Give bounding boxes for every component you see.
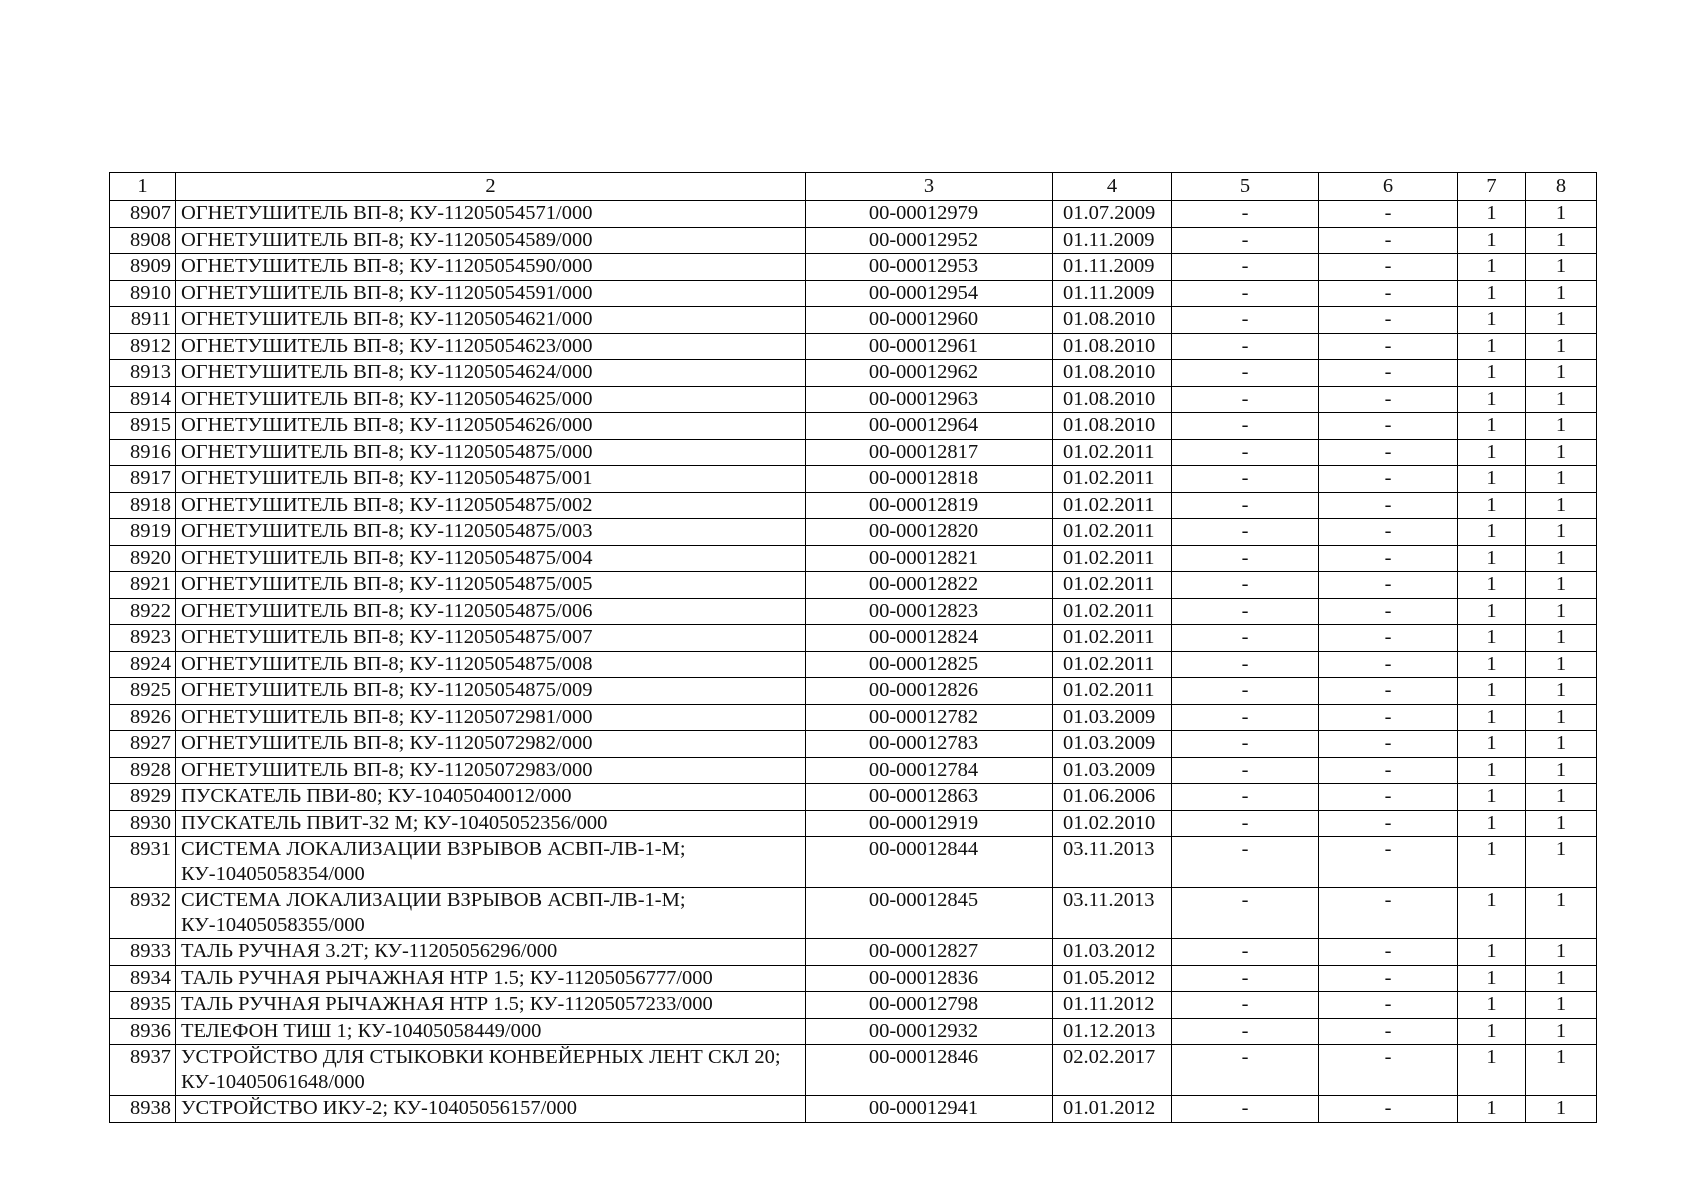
table-row — [110, 1096, 1597, 1123]
column-5-cell: - — [1172, 678, 1319, 705]
table-row — [110, 227, 1597, 254]
row-number: 8915 — [110, 413, 176, 440]
column-7-cell: 1 — [1458, 784, 1526, 811]
column-5-cell: - — [1172, 254, 1319, 281]
item-name: ТЕЛЕФОН ТИШ 1; КУ-10405058449/000 — [176, 1018, 806, 1045]
column-6-cell: - — [1319, 254, 1458, 281]
inventory-number: 00-00012964 — [806, 413, 1053, 440]
item-name: ОГНЕТУШИТЕЛЬ ВП-8; КУ-11205054875/007 — [176, 625, 806, 652]
table-row — [110, 1045, 1597, 1096]
column-7-cell: 1 — [1458, 280, 1526, 307]
date-cell: 01.03.2009 — [1053, 757, 1172, 784]
date-cell: 01.06.2006 — [1053, 784, 1172, 811]
item-name: ОГНЕТУШИТЕЛЬ ВП-8; КУ-11205054621/000 — [176, 307, 806, 334]
column-7-cell: 1 — [1458, 386, 1526, 413]
row-number: 8931 — [110, 837, 176, 888]
column-header: 3 — [806, 173, 1053, 201]
item-name: ПУСКАТЕЛЬ ПВИ-80; КУ-10405040012/000 — [176, 784, 806, 811]
inventory-number: 00-00012863 — [806, 784, 1053, 811]
item-name: ТАЛЬ РУЧНАЯ 3.2Т; КУ-11205056296/000 — [176, 939, 806, 966]
column-5-cell: - — [1172, 492, 1319, 519]
column-7-cell: 1 — [1458, 965, 1526, 992]
column-6-cell: - — [1319, 757, 1458, 784]
row-number: 8908 — [110, 227, 176, 254]
column-5-cell: - — [1172, 201, 1319, 228]
column-header: 2 — [176, 173, 806, 201]
column-8-cell: 1 — [1526, 439, 1597, 466]
table-row — [110, 519, 1597, 546]
table-row — [110, 386, 1597, 413]
item-name: ОГНЕТУШИТЕЛЬ ВП-8; КУ-11205054590/000 — [176, 254, 806, 281]
column-5-cell: - — [1172, 519, 1319, 546]
inventory-number: 00-00012952 — [806, 227, 1053, 254]
row-number: 8934 — [110, 965, 176, 992]
table-row — [110, 992, 1597, 1019]
inventory-number: 00-00012961 — [806, 333, 1053, 360]
table-row — [110, 731, 1597, 758]
column-7-cell: 1 — [1458, 1018, 1526, 1045]
column-5-cell: - — [1172, 837, 1319, 888]
column-7-cell: 1 — [1458, 492, 1526, 519]
inventory-number: 00-00012823 — [806, 598, 1053, 625]
column-5-cell: - — [1172, 625, 1319, 652]
date-cell: 01.02.2011 — [1053, 678, 1172, 705]
item-name: ОГНЕТУШИТЕЛЬ ВП-8; КУ-11205054589/000 — [176, 227, 806, 254]
item-name: ОГНЕТУШИТЕЛЬ ВП-8; КУ-11205072983/000 — [176, 757, 806, 784]
item-name: ПУСКАТЕЛЬ ПВИТ-32 М; КУ-10405052356/000 — [176, 810, 806, 837]
table-row — [110, 784, 1597, 811]
column-6-cell: - — [1319, 227, 1458, 254]
inventory-number: 00-00012784 — [806, 757, 1053, 784]
column-8-cell: 1 — [1526, 992, 1597, 1019]
column-5-cell: - — [1172, 360, 1319, 387]
column-7-cell: 1 — [1458, 360, 1526, 387]
row-number: 8938 — [110, 1096, 176, 1123]
column-8-cell: 1 — [1526, 704, 1597, 731]
table-row — [110, 757, 1597, 784]
item-name: ОГНЕТУШИТЕЛЬ ВП-8; КУ-11205054591/000 — [176, 280, 806, 307]
row-number: 8922 — [110, 598, 176, 625]
item-name: ОГНЕТУШИТЕЛЬ ВП-8; КУ-11205054875/008 — [176, 651, 806, 678]
inventory-number: 00-00012798 — [806, 992, 1053, 1019]
row-number: 8926 — [110, 704, 176, 731]
column-5-cell: - — [1172, 386, 1319, 413]
table-row — [110, 545, 1597, 572]
column-5-cell: - — [1172, 1045, 1319, 1096]
column-6-cell: - — [1319, 360, 1458, 387]
column-8-cell: 1 — [1526, 678, 1597, 705]
date-cell: 03.11.2013 — [1053, 837, 1172, 888]
date-cell: 01.08.2010 — [1053, 413, 1172, 440]
column-7-cell: 1 — [1458, 625, 1526, 652]
column-5-cell: - — [1172, 757, 1319, 784]
date-cell: 01.08.2010 — [1053, 386, 1172, 413]
row-number: 8925 — [110, 678, 176, 705]
column-header: 8 — [1526, 173, 1597, 201]
table-row — [110, 254, 1597, 281]
column-6-cell: - — [1319, 519, 1458, 546]
inventory-number: 00-00012821 — [806, 545, 1053, 572]
table-row — [110, 939, 1597, 966]
column-5-cell: - — [1172, 545, 1319, 572]
inventory-number: 00-00012836 — [806, 965, 1053, 992]
item-name: ОГНЕТУШИТЕЛЬ ВП-8; КУ-11205054875/006 — [176, 598, 806, 625]
column-7-cell: 1 — [1458, 939, 1526, 966]
column-7-cell: 1 — [1458, 333, 1526, 360]
column-7-cell: 1 — [1458, 888, 1526, 939]
row-number: 8927 — [110, 731, 176, 758]
date-cell: 01.02.2011 — [1053, 439, 1172, 466]
column-5-cell: - — [1172, 307, 1319, 334]
item-name: СИСТЕМА ЛОКАЛИЗАЦИИ ВЗРЫВОВ АСВП-ЛВ-1-М; КУ-10405058355/000 — [176, 888, 806, 939]
column-6-cell: - — [1319, 333, 1458, 360]
date-cell: 01.02.2011 — [1053, 598, 1172, 625]
column-7-cell: 1 — [1458, 992, 1526, 1019]
column-8-cell: 1 — [1526, 1018, 1597, 1045]
column-8-cell: 1 — [1526, 939, 1597, 966]
column-5-cell: - — [1172, 280, 1319, 307]
row-number: 8930 — [110, 810, 176, 837]
column-header: 6 — [1319, 173, 1458, 201]
table-row — [110, 651, 1597, 678]
column-8-cell: 1 — [1526, 784, 1597, 811]
date-cell: 01.11.2009 — [1053, 280, 1172, 307]
row-number: 8911 — [110, 307, 176, 334]
table-row — [110, 678, 1597, 705]
column-8-cell: 1 — [1526, 519, 1597, 546]
inventory-number: 00-00012845 — [806, 888, 1053, 939]
column-6-cell: - — [1319, 784, 1458, 811]
inventory-number: 00-00012824 — [806, 625, 1053, 652]
column-7-cell: 1 — [1458, 545, 1526, 572]
row-number: 8937 — [110, 1045, 176, 1096]
inventory-number: 00-00012820 — [806, 519, 1053, 546]
inventory-number: 00-00012962 — [806, 360, 1053, 387]
column-7-cell: 1 — [1458, 678, 1526, 705]
row-number: 8917 — [110, 466, 176, 493]
date-cell: 01.03.2012 — [1053, 939, 1172, 966]
item-name: ОГНЕТУШИТЕЛЬ ВП-8; КУ-11205054626/000 — [176, 413, 806, 440]
column-5-cell: - — [1172, 1018, 1319, 1045]
column-8-cell: 1 — [1526, 572, 1597, 599]
column-6-cell: - — [1319, 651, 1458, 678]
column-6-cell: - — [1319, 492, 1458, 519]
column-5-cell: - — [1172, 333, 1319, 360]
item-name: ОГНЕТУШИТЕЛЬ ВП-8; КУ-11205054875/003 — [176, 519, 806, 546]
row-number: 8929 — [110, 784, 176, 811]
column-6-cell: - — [1319, 888, 1458, 939]
item-name: ОГНЕТУШИТЕЛЬ ВП-8; КУ-11205054623/000 — [176, 333, 806, 360]
inventory-number: 00-00012932 — [806, 1018, 1053, 1045]
column-5-cell: - — [1172, 784, 1319, 811]
date-cell: 01.01.2012 — [1053, 1096, 1172, 1123]
column-7-cell: 1 — [1458, 1045, 1526, 1096]
column-8-cell: 1 — [1526, 227, 1597, 254]
item-name: ТАЛЬ РУЧНАЯ РЫЧАЖНАЯ НТР 1.5; КУ-11205056777/000 — [176, 965, 806, 992]
table-row — [110, 810, 1597, 837]
date-cell: 01.12.2013 — [1053, 1018, 1172, 1045]
inventory-number: 00-00012963 — [806, 386, 1053, 413]
item-name: ОГНЕТУШИТЕЛЬ ВП-8; КУ-11205054624/000 — [176, 360, 806, 387]
column-5-cell: - — [1172, 651, 1319, 678]
column-8-cell: 1 — [1526, 201, 1597, 228]
column-8-cell: 1 — [1526, 307, 1597, 334]
column-7-cell: 1 — [1458, 651, 1526, 678]
column-6-cell: - — [1319, 598, 1458, 625]
column-5-cell: - — [1172, 939, 1319, 966]
column-8-cell: 1 — [1526, 651, 1597, 678]
inventory-number: 00-00012818 — [806, 466, 1053, 493]
column-6-cell: - — [1319, 810, 1458, 837]
column-8-cell: 1 — [1526, 757, 1597, 784]
column-5-cell: - — [1172, 227, 1319, 254]
column-7-cell: 1 — [1458, 598, 1526, 625]
inventory-number: 00-00012826 — [806, 678, 1053, 705]
column-8-cell: 1 — [1526, 625, 1597, 652]
column-6-cell: - — [1319, 466, 1458, 493]
row-number: 8919 — [110, 519, 176, 546]
column-6-cell: - — [1319, 1018, 1458, 1045]
row-number: 8935 — [110, 992, 176, 1019]
row-number: 8924 — [110, 651, 176, 678]
inventory-number: 00-00012979 — [806, 201, 1053, 228]
item-name: ОГНЕТУШИТЕЛЬ ВП-8; КУ-11205072982/000 — [176, 731, 806, 758]
item-name: ОГНЕТУШИТЕЛЬ ВП-8; КУ-11205054875/002 — [176, 492, 806, 519]
item-name: ОГНЕТУШИТЕЛЬ ВП-8; КУ-11205054875/001 — [176, 466, 806, 493]
date-cell: 01.07.2009 — [1053, 201, 1172, 228]
date-cell: 01.02.2011 — [1053, 492, 1172, 519]
item-name: ОГНЕТУШИТЕЛЬ ВП-8; КУ-11205054875/004 — [176, 545, 806, 572]
row-number: 8914 — [110, 386, 176, 413]
column-7-cell: 1 — [1458, 254, 1526, 281]
table-row — [110, 201, 1597, 228]
column-8-cell: 1 — [1526, 810, 1597, 837]
table-row — [110, 837, 1597, 888]
date-cell: 01.08.2010 — [1053, 307, 1172, 334]
inventory-number: 00-00012819 — [806, 492, 1053, 519]
column-6-cell: - — [1319, 939, 1458, 966]
header-row — [110, 173, 1597, 201]
column-5-cell: - — [1172, 466, 1319, 493]
inventory-number: 00-00012919 — [806, 810, 1053, 837]
column-7-cell: 1 — [1458, 413, 1526, 440]
date-cell: 01.05.2012 — [1053, 965, 1172, 992]
column-header: 1 — [110, 173, 176, 201]
column-7-cell: 1 — [1458, 704, 1526, 731]
column-6-cell: - — [1319, 545, 1458, 572]
table-row — [110, 492, 1597, 519]
date-cell: 01.02.2011 — [1053, 545, 1172, 572]
column-8-cell: 1 — [1526, 837, 1597, 888]
row-number: 8933 — [110, 939, 176, 966]
item-name: ОГНЕТУШИТЕЛЬ ВП-8; КУ-11205054875/005 — [176, 572, 806, 599]
column-6-cell: - — [1319, 965, 1458, 992]
row-number: 8920 — [110, 545, 176, 572]
table-row — [110, 333, 1597, 360]
column-8-cell: 1 — [1526, 888, 1597, 939]
item-name: ОГНЕТУШИТЕЛЬ ВП-8; КУ-11205054571/000 — [176, 201, 806, 228]
column-6-cell: - — [1319, 307, 1458, 334]
column-6-cell: - — [1319, 439, 1458, 466]
column-8-cell: 1 — [1526, 360, 1597, 387]
column-7-cell: 1 — [1458, 201, 1526, 228]
item-name: ТАЛЬ РУЧНАЯ РЫЧАЖНАЯ НТР 1.5; КУ-11205057233/000 — [176, 992, 806, 1019]
table-row — [110, 280, 1597, 307]
inventory-table — [109, 172, 1597, 1123]
column-8-cell: 1 — [1526, 333, 1597, 360]
date-cell: 01.02.2011 — [1053, 625, 1172, 652]
table-row — [110, 625, 1597, 652]
table-row — [110, 360, 1597, 387]
inventory-number: 00-00012825 — [806, 651, 1053, 678]
column-6-cell: - — [1319, 704, 1458, 731]
column-7-cell: 1 — [1458, 227, 1526, 254]
table-row — [110, 439, 1597, 466]
table-row — [110, 413, 1597, 440]
row-number: 8936 — [110, 1018, 176, 1045]
item-name: УСТРОЙСТВО ИКУ-2; КУ-10405056157/000 — [176, 1096, 806, 1123]
row-number: 8913 — [110, 360, 176, 387]
column-5-cell: - — [1172, 439, 1319, 466]
date-cell: 01.02.2011 — [1053, 519, 1172, 546]
date-cell: 01.03.2009 — [1053, 731, 1172, 758]
inventory-number: 00-00012846 — [806, 1045, 1053, 1096]
column-5-cell: - — [1172, 731, 1319, 758]
inventory-number: 00-00012822 — [806, 572, 1053, 599]
column-7-cell: 1 — [1458, 307, 1526, 334]
date-cell: 01.11.2009 — [1053, 227, 1172, 254]
inventory-number: 00-00012827 — [806, 939, 1053, 966]
inventory-number: 00-00012782 — [806, 704, 1053, 731]
column-6-cell: - — [1319, 386, 1458, 413]
date-cell: 01.02.2010 — [1053, 810, 1172, 837]
item-name: ОГНЕТУШИТЕЛЬ ВП-8; КУ-11205072981/000 — [176, 704, 806, 731]
column-7-cell: 1 — [1458, 519, 1526, 546]
column-header: 4 — [1053, 173, 1172, 201]
row-number: 8923 — [110, 625, 176, 652]
row-number: 8910 — [110, 280, 176, 307]
row-number: 8907 — [110, 201, 176, 228]
date-cell: 01.08.2010 — [1053, 360, 1172, 387]
column-6-cell: - — [1319, 625, 1458, 652]
row-number: 8909 — [110, 254, 176, 281]
column-5-cell: - — [1172, 810, 1319, 837]
date-cell: 01.11.2009 — [1053, 254, 1172, 281]
row-number: 8916 — [110, 439, 176, 466]
table-row — [110, 965, 1597, 992]
column-7-cell: 1 — [1458, 837, 1526, 888]
date-cell: 01.02.2011 — [1053, 466, 1172, 493]
column-5-cell: - — [1172, 888, 1319, 939]
column-8-cell: 1 — [1526, 413, 1597, 440]
column-header: 5 — [1172, 173, 1319, 201]
column-6-cell: - — [1319, 413, 1458, 440]
item-name: УСТРОЙСТВО ДЛЯ СТЫКОВКИ КОНВЕЙЕРНЫХ ЛЕНТ СКЛ 20; КУ-10405061648/000 — [176, 1045, 806, 1096]
date-cell: 02.02.2017 — [1053, 1045, 1172, 1096]
date-cell: 01.08.2010 — [1053, 333, 1172, 360]
date-cell: 03.11.2013 — [1053, 888, 1172, 939]
date-cell: 01.02.2011 — [1053, 572, 1172, 599]
column-6-cell: - — [1319, 280, 1458, 307]
inventory-number: 00-00012941 — [806, 1096, 1053, 1123]
column-7-cell: 1 — [1458, 810, 1526, 837]
column-8-cell: 1 — [1526, 1096, 1597, 1123]
item-name: ОГНЕТУШИТЕЛЬ ВП-8; КУ-11205054875/009 — [176, 678, 806, 705]
column-7-cell: 1 — [1458, 439, 1526, 466]
item-name: ОГНЕТУШИТЕЛЬ ВП-8; КУ-11205054625/000 — [176, 386, 806, 413]
column-6-cell: - — [1319, 201, 1458, 228]
item-name: ОГНЕТУШИТЕЛЬ ВП-8; КУ-11205054875/000 — [176, 439, 806, 466]
item-name: СИСТЕМА ЛОКАЛИЗАЦИИ ВЗРЫВОВ АСВП-ЛВ-1-М; КУ-10405058354/000 — [176, 837, 806, 888]
column-7-cell: 1 — [1458, 572, 1526, 599]
column-7-cell: 1 — [1458, 731, 1526, 758]
table-row — [110, 466, 1597, 493]
column-5-cell: - — [1172, 965, 1319, 992]
column-6-cell: - — [1319, 837, 1458, 888]
table-row — [110, 1018, 1597, 1045]
column-5-cell: - — [1172, 704, 1319, 731]
row-number: 8912 — [110, 333, 176, 360]
inventory-number: 00-00012783 — [806, 731, 1053, 758]
column-5-cell: - — [1172, 413, 1319, 440]
column-6-cell: - — [1319, 1096, 1458, 1123]
inventory-number: 00-00012954 — [806, 280, 1053, 307]
row-number: 8921 — [110, 572, 176, 599]
column-7-cell: 1 — [1458, 466, 1526, 493]
column-7-cell: 1 — [1458, 757, 1526, 784]
table-row — [110, 704, 1597, 731]
column-5-cell: - — [1172, 572, 1319, 599]
table-row — [110, 572, 1597, 599]
row-number: 8928 — [110, 757, 176, 784]
column-6-cell: - — [1319, 572, 1458, 599]
table-row — [110, 307, 1597, 334]
column-5-cell: - — [1172, 992, 1319, 1019]
column-6-cell: - — [1319, 1045, 1458, 1096]
column-8-cell: 1 — [1526, 731, 1597, 758]
column-8-cell: 1 — [1526, 545, 1597, 572]
inventory-number: 00-00012953 — [806, 254, 1053, 281]
column-6-cell: - — [1319, 678, 1458, 705]
date-cell: 01.11.2012 — [1053, 992, 1172, 1019]
table-row — [110, 888, 1597, 939]
column-header: 7 — [1458, 173, 1526, 201]
inventory-number: 00-00012817 — [806, 439, 1053, 466]
inventory-number: 00-00012844 — [806, 837, 1053, 888]
column-7-cell: 1 — [1458, 1096, 1526, 1123]
column-8-cell: 1 — [1526, 280, 1597, 307]
column-6-cell: - — [1319, 992, 1458, 1019]
table-row — [110, 598, 1597, 625]
row-number: 8918 — [110, 492, 176, 519]
column-5-cell: - — [1172, 1096, 1319, 1123]
inventory-number: 00-00012960 — [806, 307, 1053, 334]
column-8-cell: 1 — [1526, 598, 1597, 625]
column-8-cell: 1 — [1526, 386, 1597, 413]
date-cell: 01.02.2011 — [1053, 651, 1172, 678]
column-8-cell: 1 — [1526, 965, 1597, 992]
column-8-cell: 1 — [1526, 1045, 1597, 1096]
date-cell: 01.03.2009 — [1053, 704, 1172, 731]
column-5-cell: - — [1172, 598, 1319, 625]
column-8-cell: 1 — [1526, 254, 1597, 281]
table-body — [110, 201, 1597, 1123]
row-number: 8932 — [110, 888, 176, 939]
column-8-cell: 1 — [1526, 466, 1597, 493]
column-8-cell: 1 — [1526, 492, 1597, 519]
column-6-cell: - — [1319, 731, 1458, 758]
